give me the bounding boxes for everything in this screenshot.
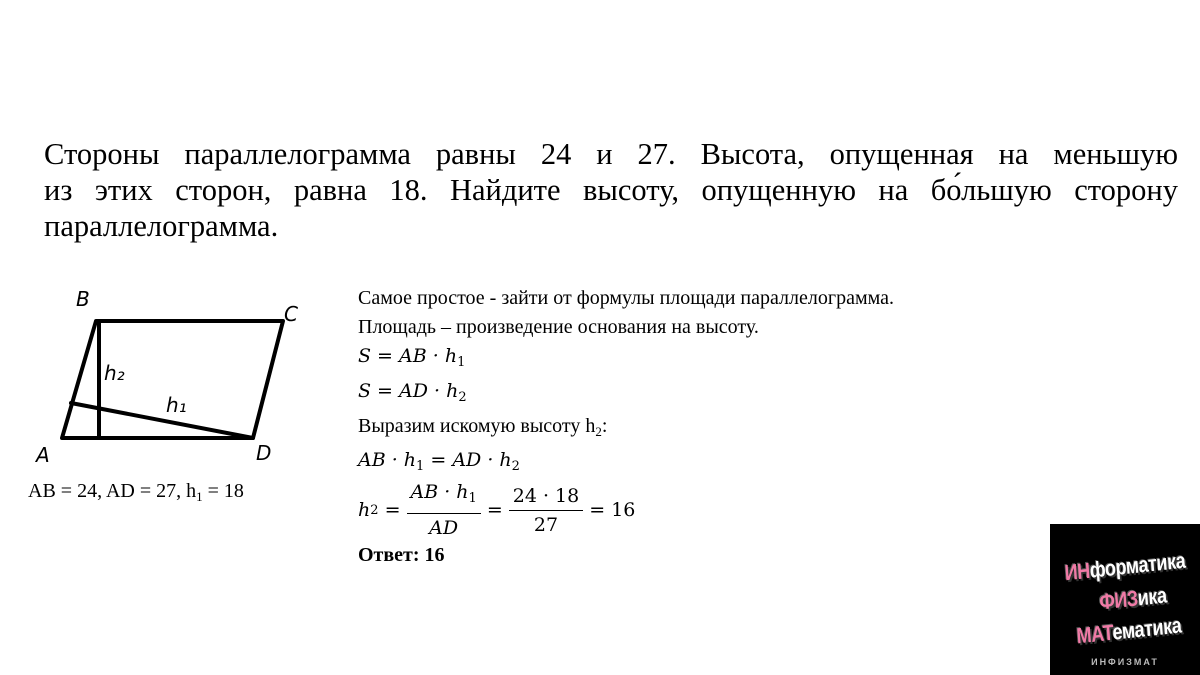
formula-equality: AB · $h_1$ = AD · $h_2$ [358,449,520,474]
problem-line-1: Стороны параллелограмма равны 24 и 27. Высота, опущенная на меньшую [44,137,1178,171]
formula-area-ab: S = AB · $h_1$ [358,345,466,370]
problem-line-3: параллелограмма. [44,209,279,243]
answer: Ответ: 16 [358,544,445,566]
parallelogram-shape [62,321,283,438]
problem-line-2: из этих сторон, равна 18. Найдите высоту, опущенную на бо́льшую сторону [44,173,1178,207]
logo-word-matematika: МАТематика [1075,612,1183,649]
formula-final: h 2 = $\frac{AB \cdot h_1}{AD}$ = $\frac{24 \cdot 18}{27}$ = 16 [358,481,636,539]
final-result: = 16 [589,498,636,521]
vertex-label-d: D [256,441,272,465]
parallelogram-figure [20,284,320,474]
infizmat-logo [1050,524,1200,675]
logo-footer: ИНФИЗМАТ [1091,657,1159,667]
logo-word-fizika: ФИЗика [1098,582,1168,615]
fraction-numeric: $\frac{24 \cdot 18}{27}$ [509,484,583,537]
problem-statement [44,136,1178,244]
logo-word-informatika: ИНформатика [1063,547,1187,586]
given-values: AB = 24, AD = 27, $h_1 = 18$ [28,480,244,504]
height-label-h2: h₂ [104,361,125,385]
solution-intro: Самое простое - зайти от формулы площади параллелограмма. [358,287,895,309]
height-label-h1: h₁ [166,393,187,417]
fraction-symbolic: $\frac{AB \cdot h_1}{AD}$ [407,480,481,540]
area-definition: Площадь – произведение основания на высоту. [358,316,759,338]
solution [358,284,1038,570]
vertex-label-c: C [284,302,298,326]
vertex-label-b: B [76,287,90,311]
formula-area-ad: S = AD · $h_2$ [358,380,467,405]
express-height: Выразим искомую высоту $h_2$: [358,415,608,439]
vertex-label-a: A [36,443,50,467]
